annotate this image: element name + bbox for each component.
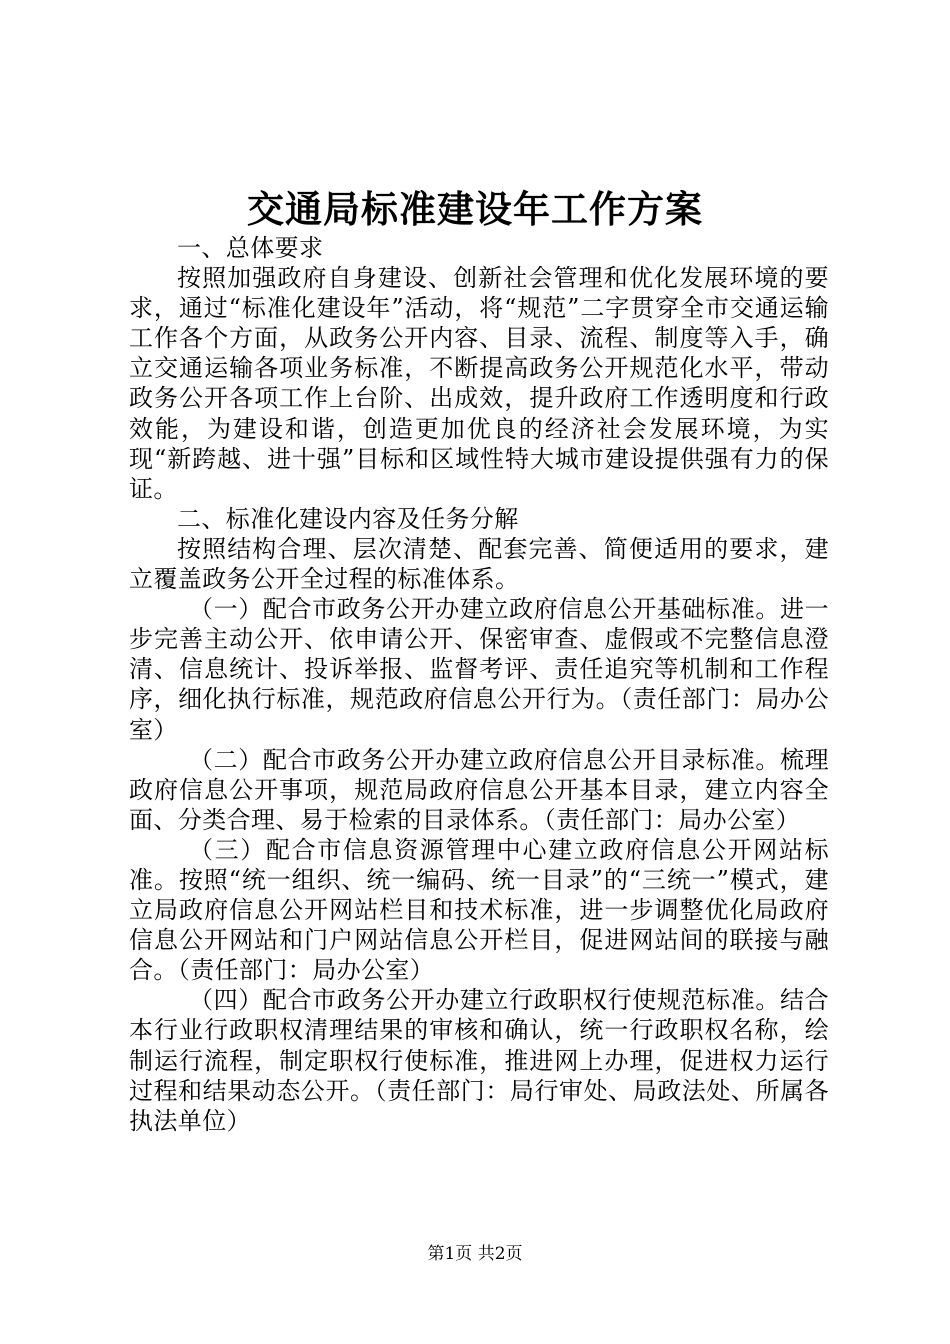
section-heading-2: 二、标准化建设内容及任务分解 [177, 504, 519, 533]
paragraph-item-4: （四）配合市政务公开办建立行政职权行使规范标准。结合本行业行政职权清理结果的审核和确认，统一行政职权名称，绘制运行流程，制定职权行使标准，推进网上办理，促进权力运行过程和结果动态公开。（责任部门：局行审处、局政法处、所属各执法单位） [129, 986, 829, 1135]
section-heading-1: 一、总体要求 [177, 234, 324, 262]
paragraph-item-3: （三）配合市信息资源管理中心建立政府信息公开网站标准。按照“统一组织、统一编码、统一目录”的“三统一”模式，建立局政府信息公开网站栏目和技术标准，进一步调整优化局政府信息公开网站和门户网站信息公开栏目，促进网站间的联接与融合。（责任部门：局办公室） [129, 835, 829, 985]
paragraph-item-1: （一）配合市政务公开办建立政府信息公开基础标准。进一步完善主动公开、依申请公开、保密审查、虚假或不完整信息澄清、信息统计、投诉举报、监督考评、责任追究等机制和工作程序，细化执行标准，规范政府信息公开行为。（责任部门：局办公室） [129, 595, 829, 744]
document-title: 交通局标准建设年工作方案 [247, 187, 703, 231]
paragraph-item-2: （二）配合市政务公开办建立政府信息公开目录标准。梳理政府信息公开事项，规范局政府信息公开基本目录，建立内容全面、分类合理、易于检索的目录体系。（责任部门：局办公室） [129, 745, 829, 834]
paragraph-general-requirements: 按照加强政府自身建设、创新社会管理和优化发展环境的要求，通过“标准化建设年”活动，将“规范”二字贯穿全市交通运输工作各个方面，从政务公开内容、目录、流程、制度等入手，确立交通运输各项业务标准，不断提高政务公开规范化水平，带动政务公开各项工作上台阶、出成效，提升政府工作透明度和行政效能，为建设和谐，创造更加优良的经济社会发展环境，为实现“新跨越、进十强”目标和区域性特大城市建设提供强有力的保证。 [129, 264, 829, 503]
document-body [129, 233, 829, 1136]
page-number: 第1页 共2页 [427, 1244, 523, 1264]
paragraph-standard-system: 按照结构合理、层次清楚、配套完善、简便适用的要求，建立覆盖政务公开全过程的标准体系。 [129, 534, 829, 594]
